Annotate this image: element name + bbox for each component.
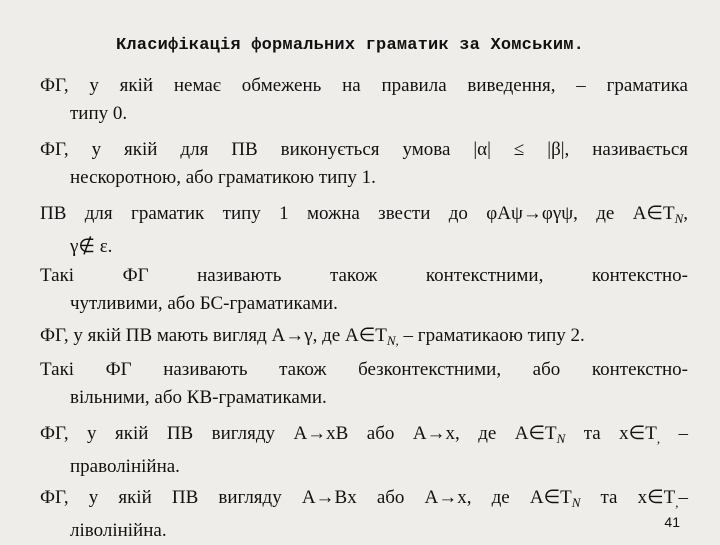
paragraph-line: ліволінійна. (70, 520, 167, 541)
paragraph-type0 (40, 72, 688, 128)
paragraph-line: нескоротною, або граматикою типу 1. (70, 167, 376, 188)
paragraph-line: типу 0. (70, 103, 128, 124)
paragraph-line: ФГ, у якій ПВ мають вигляд A→γ, де $A\in T_{N,}$ – граматикаою типу 2. (40, 325, 585, 348)
paragraph-context-sensitive (40, 262, 688, 318)
paragraph-line: ФГ, у якій для ПВ виконується умова |α| ≤ |β|, називається (40, 139, 688, 160)
paragraph-line: праволінійна. (70, 456, 180, 477)
paragraph-line: ПВ для граматик типу 1 можна звести до φAψ→φγψ, де $A\in T_N$, (40, 203, 688, 226)
paragraph-line: Такі ФГ називають також контекстними, контекстно- (40, 265, 688, 286)
paragraph-line: ФГ, у якій немає обмежень на правила виведення, – граматика (40, 75, 688, 96)
paragraph-line: γ∉ ε. (70, 236, 113, 257)
paragraph-line: вільними, або КВ-граматиками. (70, 387, 327, 408)
paragraph-left-linear (40, 484, 688, 545)
slide-title: Класифікація формальних граматик за Хомським. (116, 36, 585, 55)
page-number: 41 (664, 514, 680, 530)
paragraph-line: чутливими, або БС-граматиками. (70, 293, 338, 314)
paragraph-line: ФГ, у якій ПВ вигляду A→Bx або A→x, де $A\in T_N$ та $x\in T_,-$ (40, 487, 689, 510)
paragraph-context-free (40, 356, 688, 412)
paragraph-type2 (40, 322, 688, 355)
paragraph-line: Такі ФГ називають також безконтекстними, або контекстно- (40, 359, 688, 380)
paragraph-type1 (40, 136, 688, 192)
paragraph-line: ФГ, у якій ПВ вигляду A→xB або A→x, де $A\in T_N$ та $x\in T_,$ – (40, 423, 688, 446)
paragraph-type1-rules (40, 200, 688, 261)
paragraph-right-linear (40, 420, 688, 481)
